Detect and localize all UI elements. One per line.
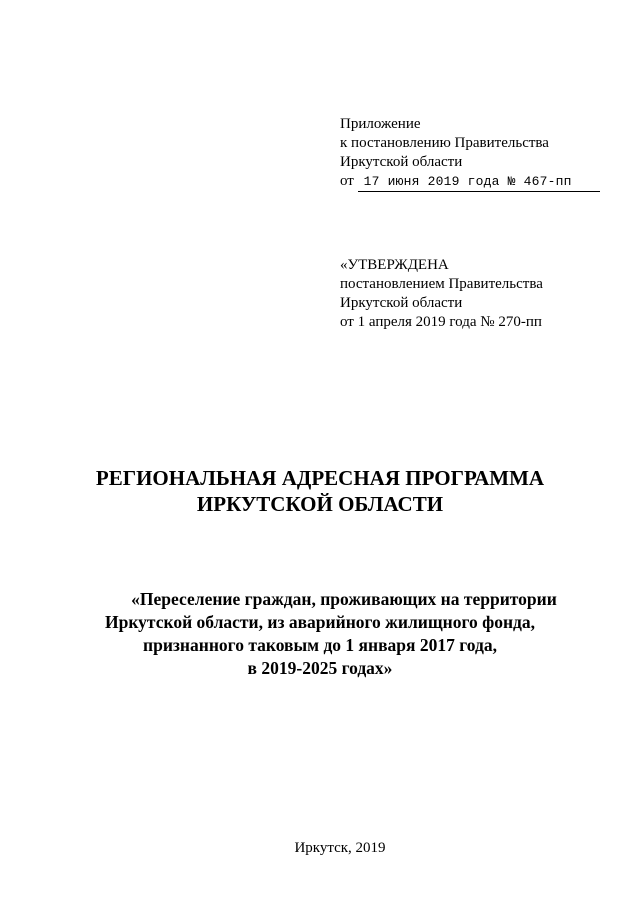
appendix-date-prefix: от [340,173,354,189]
approval-block [340,256,543,332]
approval-reference: постановлением Правительства [340,276,543,292]
program-name-line-1: «Переселение граждан, проживающих на территории [131,589,557,609]
program-name-line-4: в 2019-2025 годах» [247,658,393,678]
approval-date: от 1 апреля 2019 года № 270-пп [340,314,542,330]
program-name-line-2: Иркутской области, из аварийного жилищного фонда, [104,612,536,632]
approval-region: Иркутской области [340,295,463,311]
appendix-heading: Приложение [340,116,421,132]
title-line-2: ИРКУТСКОЙ ОБЛАСТИ [196,492,444,516]
place-and-year: Иркутск, 2019 [294,840,386,856]
program-name-line-3: признанного таковым до 1 января 2017 года, [143,635,497,655]
appendix-date-field [358,172,600,192]
program-name [0,588,640,680]
document-title [0,465,640,517]
title-line-1: РЕГИОНАЛЬНАЯ АДРЕСНАЯ ПРОГРАММА [95,466,545,490]
approval-heading: «УТВЕРЖДЕНА [340,257,449,273]
appendix-date-value: 17 июня 2019 года № 467-пп [363,174,572,189]
appendix-region: Иркутской области [340,154,463,170]
appendix-block [340,115,600,192]
appendix-date-line [340,172,600,192]
appendix-reference: к постановлению Правительства [340,135,549,151]
